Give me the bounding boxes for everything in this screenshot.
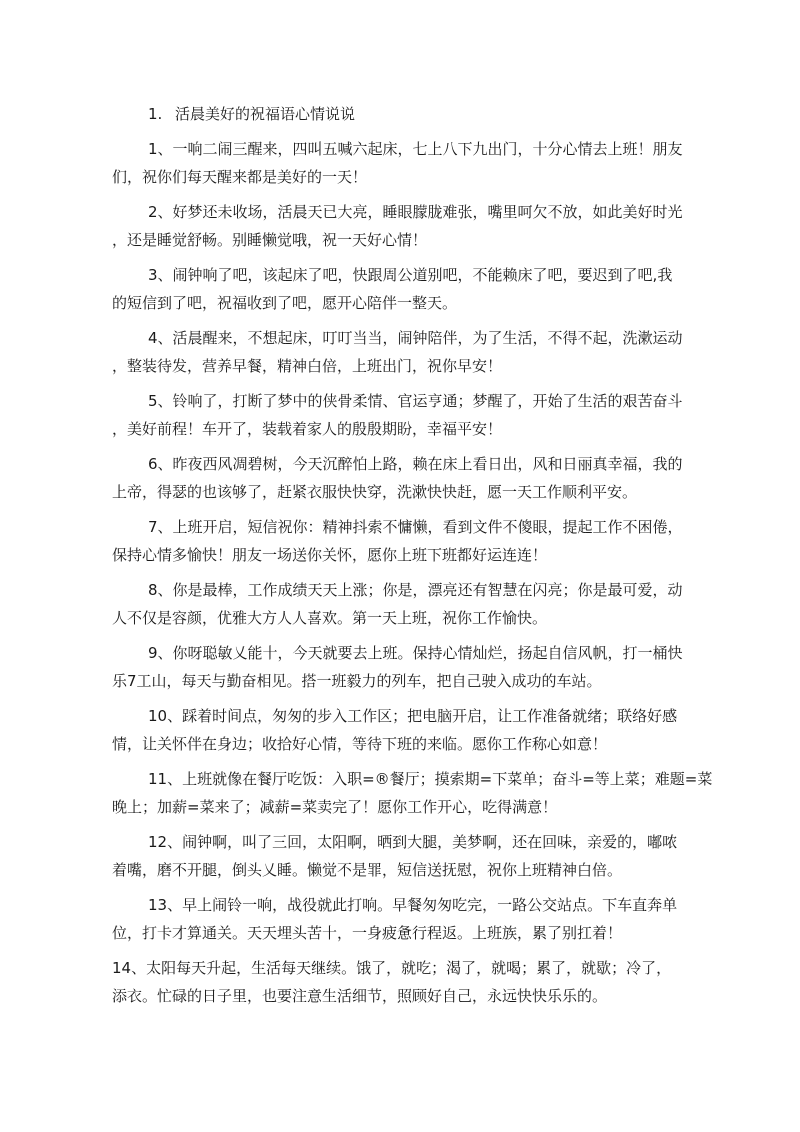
paragraph-14	[112, 954, 702, 1010]
paragraph-5	[112, 387, 702, 443]
paragraph-line: 10、踩着时间点，匆匆的步入工作区；把电脑开启，让工作准备就绪；联络好感	[148, 707, 678, 725]
document-body	[112, 100, 713, 1010]
section-title: 活晨美好的祝福语心情说说	[175, 105, 356, 123]
paragraph-line: 12、闹钟啊，叫了三回，太阳啊，晒到大腿，美梦啊，还在回味，亲爱的，嘟哝	[148, 833, 678, 851]
paragraph-line: 8、你是最棒，工作成绩天天上涨；你是，漂亮还有智慧在闪亮；你是最可爱，动	[148, 581, 683, 599]
paragraph-line: 4、活晨醒来，不想起床，叮叮当当，闹钟陪伴，为了生活，不得不起，洗漱运动	[148, 329, 683, 347]
paragraph-line: 情，让关怀伴在身边；收拾好心情，等待下班的来临。愿你工作称心如意！	[112, 735, 608, 753]
paragraph-list	[112, 135, 713, 1010]
paragraph-8	[112, 576, 702, 632]
paragraph-line: 5、铃响了，打断了梦中的侠骨柔情、官运亨通；梦醒了，开始了生活的艰苦奋斗	[148, 392, 683, 410]
paragraph-line: 保持心情多愉快！朋友一场送你关怀，愿你上班下班都好运连连！	[112, 546, 548, 564]
paragraph-4	[112, 324, 702, 380]
paragraph-line: 6、昨夜西风凋碧树，今天沉醉怕上路，赖在床上看日出，风和日丽真幸福，我的	[148, 455, 683, 473]
paragraph-line: ，还是睡觉舒畅。别睡懒觉哦，祝一天好心情！	[112, 231, 428, 249]
paragraph-line: 13、早上闹铃一响，战役就此打响。早餐匆匆吃完，一路公交站点。下车直奔单	[148, 896, 678, 914]
paragraph-10	[112, 702, 702, 758]
paragraph-line: 14、太阳每天升起，生活每天继续。饿了，就吃；渴了，就喝；累了，就歇；冷了，	[112, 959, 672, 977]
paragraph-line: 人不仅是容颜，优雅大方人人喜欢。第一天上班，祝你工作愉快。	[112, 609, 548, 627]
paragraph-2	[112, 198, 702, 254]
paragraph-line: ，美好前程！车开了，装载着家人的殷殷期盼，幸福平安！	[112, 420, 503, 438]
paragraph-13	[112, 891, 702, 947]
paragraph-line: 1、一响二闹三醒来，四叫五喊六起床，七上八下九出门，十分心情去上班！朋友	[148, 140, 683, 158]
paragraph-line: 们，祝你们每天醒来都是美好的一天！	[112, 168, 368, 186]
paragraph-11	[112, 765, 713, 821]
paragraph-12	[112, 828, 702, 884]
paragraph-line: 着嘴，磨不开腿，倒头乂睡。懒觉不是罪，短信送抚慰，祝你上班精神白倍。	[112, 861, 623, 879]
section-number: 1.	[148, 105, 163, 123]
paragraph-6	[112, 450, 702, 506]
paragraph-line: 2、好梦还未收场，活晨天已大亮，睡眼朦胧难张，嘴里呵欠不放，如此美好时光	[148, 203, 683, 221]
paragraph-line: 位，打卡才算通关。天天埋头苦十，一身疲惫行程返。上班族，累了别扛着！	[112, 924, 623, 942]
paragraph-line: ，整装待发，营养早餐，精神白倍，上班出门，祝你早安！	[112, 357, 503, 375]
paragraph-line: 9、你呀聪敏乂能十，今天就要去上班。保持心情灿烂，扬起自信风帆，打一桶快	[148, 644, 683, 662]
paragraph-7	[112, 513, 702, 569]
paragraph-line: 添衣。忙碌的日子里，也要注意生活细节，照顾好自己，永远快快乐乐的。	[112, 987, 608, 1005]
paragraph-line: 上帝，得瑟的也该够了，赶紧衣服快快穿，洗漱快快赶，愿一天工作顺利平安。	[112, 483, 638, 501]
section-heading	[112, 100, 702, 128]
paragraph-3	[112, 261, 702, 317]
paragraph-line: 乐7工山，每天与勤奋相见。搭一班毅力的列车，把自己驶入成功的车站。	[112, 672, 602, 690]
paragraph-1	[112, 135, 702, 191]
paragraph-line: 7、上班开启，短信祝你：精神抖索不慵懒，看到文件不傻眼，提起工作不困倦，	[148, 518, 683, 536]
paragraph-9	[112, 639, 702, 695]
paragraph-line: 晚上；加薪=菜来了；减薪=菜卖完了！愿你工作开心，吃得满意！	[112, 798, 558, 816]
paragraph-line: 11、上班就像在餐厅吃饭：入职=®餐厅；摸索期=下菜单；奋斗=等上菜；难题=菜	[148, 770, 713, 788]
paragraph-line: 的短信到了吧，祝福收到了吧，愿开心陪伴一整天。	[112, 294, 458, 312]
paragraph-line: 3、闹钟响了吧，该起床了吧，快跟周公道别吧，不能赖床了吧，要迟到了吧,我	[148, 266, 673, 284]
